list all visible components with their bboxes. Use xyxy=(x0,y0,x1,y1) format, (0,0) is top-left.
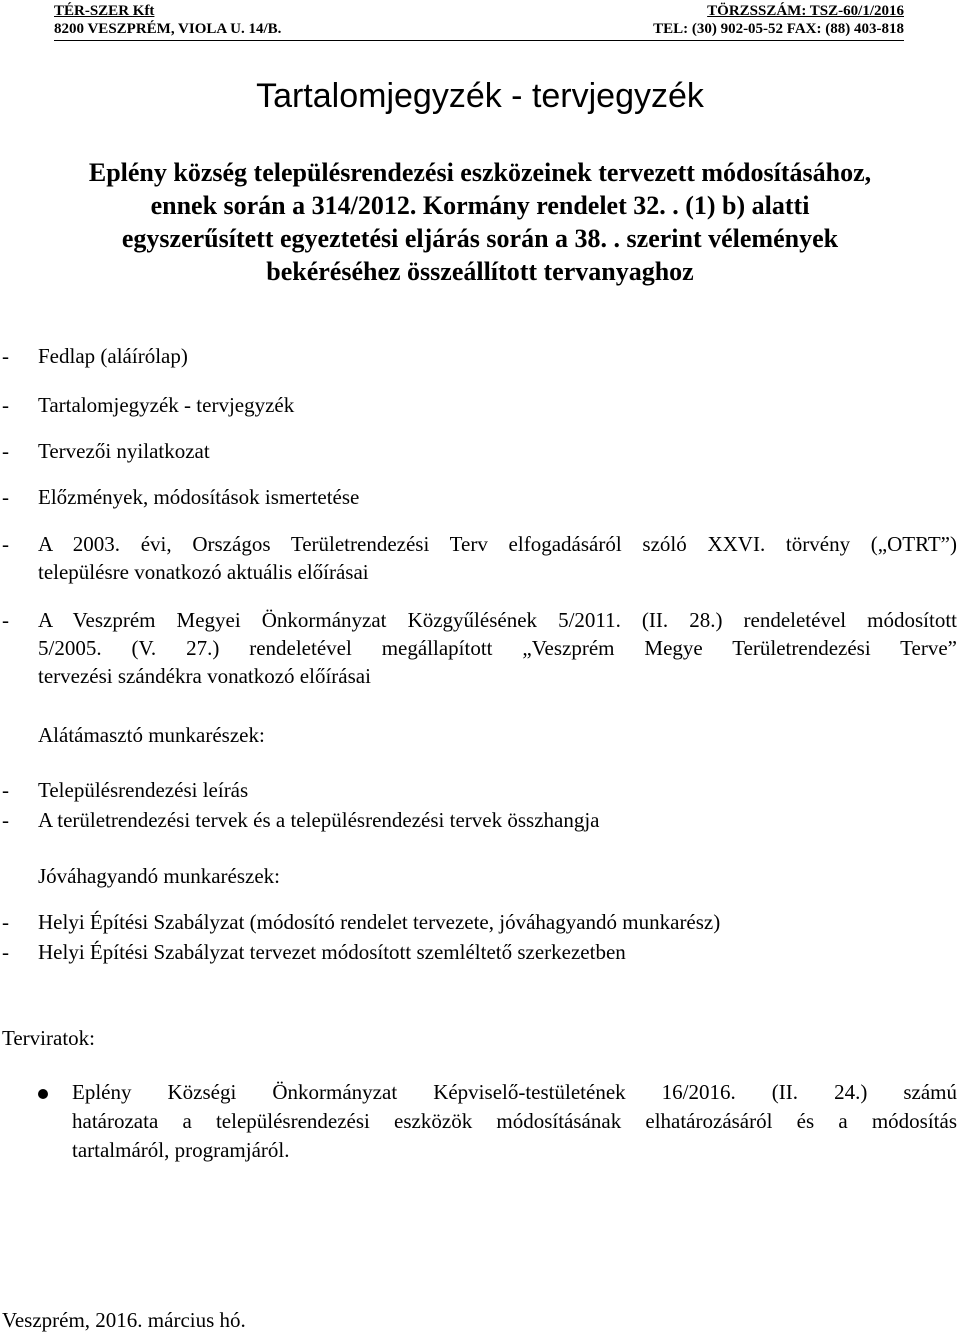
list-dash: - xyxy=(2,778,9,802)
list-dash: - xyxy=(2,439,9,463)
list-dash: - xyxy=(2,532,9,556)
subtitle-line: Eplény község településrendezési eszközeinek tervezett módosításához, xyxy=(88,158,872,187)
header-divider xyxy=(54,40,904,41)
supporting-heading: Alátámasztó munkarészek: xyxy=(38,723,265,747)
documents-heading: Terviratok: xyxy=(2,1026,95,1050)
list-item-text: A területrendezési tervek és a településrendezési tervek összhangja xyxy=(38,808,600,832)
list-item-text: A 2003. évi, Országos Területrendezési Terv elfogadásáról szóló XXVI. törvény („OTRT”) xyxy=(38,532,957,556)
list-dash: - xyxy=(2,344,9,368)
company-name: TÉR-SZER Kft xyxy=(54,3,155,19)
list-item-text: településre vonatkozó aktuális előírásai xyxy=(38,560,369,584)
list-item-text: Tartalomjegyzék - tervjegyzék xyxy=(38,393,295,417)
place-date: Veszprém, 2016. március hó. xyxy=(2,1308,246,1332)
list-dash: - xyxy=(2,940,9,964)
registry-number: TÖRZSSZÁM: TSZ-60/1/2016 xyxy=(707,3,904,19)
list-item-text: Tervezői nyilatkozat xyxy=(38,439,210,463)
list-dash: - xyxy=(2,608,9,632)
subtitle-line: bekéréséhez összeállított tervanyaghoz xyxy=(266,257,694,286)
list-dash: - xyxy=(2,808,9,832)
list-item-text: Helyi Építési Szabályzat tervezet módosított szemléltető szerkezetben xyxy=(38,940,626,964)
list-dash: - xyxy=(2,910,9,934)
bullet-icon xyxy=(38,1089,48,1099)
document-subtitle xyxy=(40,156,920,288)
list-dash: - xyxy=(2,485,9,509)
page-title: Tartalomjegyzék - tervjegyzék xyxy=(256,77,704,115)
subtitle-line: ennek során a 314/2012. Kormány rendelet 32. . (1) b) alatti xyxy=(150,191,810,220)
list-item-text: Előzmények, módosítások ismertetése xyxy=(38,485,360,509)
list-item-text: A Veszprém Megyei Önkormányzat Közgyűlésének 5/2011. (II. 28.) rendeletével módosított xyxy=(38,608,957,632)
list-item-text: tervezési szándékra vonatkozó előírásai xyxy=(38,664,371,688)
bullet-text: határozata a településrendezési eszközök módosításának elhatározásáról és a módosítás xyxy=(72,1109,957,1133)
company-contact: TEL: (30) 902-05-52 FAX: (88) 403-818 xyxy=(653,21,904,37)
bullet-text: tartalmáról, programjáról. xyxy=(72,1138,290,1162)
list-item-text: Helyi Építési Szabályzat (módosító rendelet tervezete, jóváhagyandó munkarész) xyxy=(38,910,721,934)
list-dash: - xyxy=(2,393,9,417)
list-item-text: Fedlap (aláírólap) xyxy=(38,344,188,368)
approval-heading: Jóváhagyandó munkarészek: xyxy=(38,864,281,888)
company-address: 8200 VESZPRÉM, VIOLA U. 14/B. xyxy=(54,21,282,37)
list-item-text: Településrendezési leírás xyxy=(38,778,249,802)
list-item-text: 5/2005. (V. 27.) rendeletével megállapított „Veszprém Megye Területrendezési Terve” xyxy=(38,636,957,660)
subtitle-line: egyszerűsített egyeztetési eljárás során a 38. . szerint vélemények xyxy=(121,224,839,253)
bullet-text: Eplény Községi Önkormányzat Képviselő-testületének 16/2016. (II. 24.) számú xyxy=(72,1080,957,1104)
